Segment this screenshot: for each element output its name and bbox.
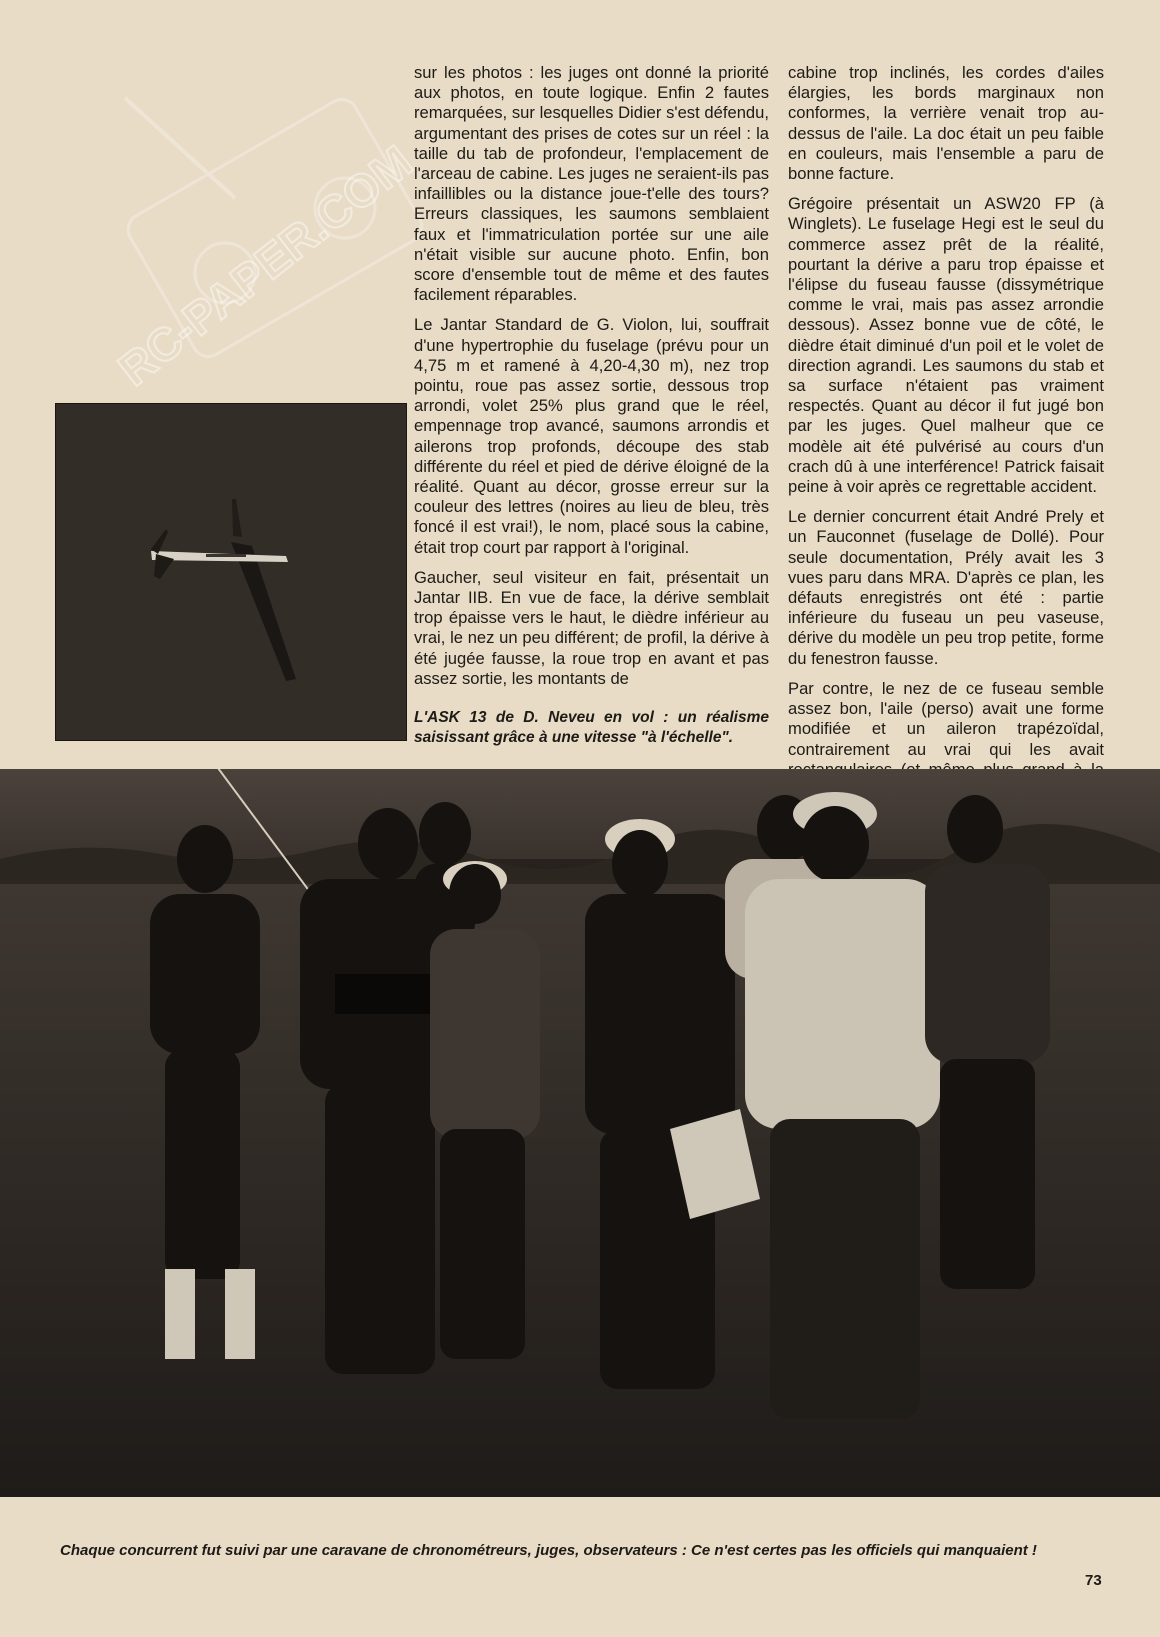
- paragraph: Par contre, le nez de ce fuseau semble assez bon, l'aile (perso) avait une forme modifiée et un aileron trapézoïdal, contrairement au vrai qui les avait: [788, 678, 1104, 759]
- paragraph: cabine trop inclinés, les cordes d'ailes élargies, les bords marginaux non conformes, la verrière venait trop au-dessus de l'aile. La doc était un peu faible en couleurs, mais l'ensemble a paru de bonne facture.: [788, 63, 1104, 184]
- stick-left-icon: [195, 243, 255, 303]
- glider-photo: [55, 403, 407, 741]
- glider-in-flight-image: [56, 404, 406, 740]
- watermark-text: RC-PAPER.COM: [108, 135, 422, 396]
- stick-right-icon: [315, 178, 375, 238]
- article-column-right: [788, 63, 1104, 871]
- person-right: [925, 795, 1050, 1289]
- group-photo-caption: Chaque concurrent fut suivi par une caravane de chronométreurs, juges, observateurs : Ce n'est certes pas les officiels qui manquaient !: [60, 1542, 1037, 1559]
- glider-photo-caption: L'ASK 13 de D. Neveu en vol : un réalisme saisissant grâce à une vitesse "à l'échelle".: [414, 709, 769, 746]
- paragraph: sur les photos : les juges ont donné la priorité aux photos, en toute logique. Enfin 2 fautes remarquées, sur lesquelles Didier s'est défendu, argumentant des prises de cotes sur un réel : la taille du tab de profondeur, l'emplacement de l'arceau de cabine. Les juges ne seraient-ils pas infaillibles ou la distance joue-t'elle des tours? Erreurs classiques, les saumons semblaient faux et l'immatriculation portée sur une aile n'était visible sur aucune photo. Enfin, bon score d'ensemble tout de même et des fautes facilement réparables.: [414, 63, 769, 305]
- paragraph: Grégoire présentait un ASW20 FP (à Winglets). Le fuselage Hegi est le seul du commerce assez prêt de la réalité, pourtant la dérive a paru trop épaisse et l'élipse du fuseau fausse (dissymétrique comme le vrai, mais pas assez arrondie dessous). Assez bonne vue de côté, le dièdre était diminué d'un poil et le volet de direction agrandi. Les saumons du stab et sa surface n'étaient pas vraiment respectés. Quant au décor il fut jugé bon par les juges. Quel malheur que ce modèle ait été pulvérisé au cours d'un crach dû à une interférence! Patrick faisait peine à voir après ce regrettable accident.: [788, 194, 1104, 497]
- rc-paper-watermark: [85, 88, 465, 408]
- paragraph: Le dernier concurrent était André Prely et un Fauconnet (fuselage de Dollé). Pour seule documentation, Prély avait les 3 vues paru dans MRA. D'après ce plan, les défauts enregistrés ont été : partie inférieure du fuseau un peu vaseuse, dérive du modèle un peu trop petite, forme du fenestron fausse.: [788, 507, 1104, 668]
- paragraph: Le Jantar Standard de G. Violon, lui, souffrait d'une hypertrophie du fuselage (prévu pour un 4,75 m et ramené à 4,20-4,30 m), nez trop pointu, roue pas assez sortie, dessous trop arrondi, volet 25% plus grand que le réel, empennage trop avancé, saumons arrondis et ailerons trop profonds, découpe des stab différente du réel et pied de dérive éloigné de la réalité. Quant au décor, grosse erreur sur la couleur des lettres (noires au lieu de bleu, très foncé il est vrai!), le nom, placé sous la cabine, était trop court par rapport à l'original.: [414, 315, 769, 557]
- spectators-image: [0, 769, 1160, 1497]
- group-photo: [0, 769, 1160, 1497]
- person-white-hat-1: [430, 861, 540, 1359]
- page-number: 73: [1085, 1572, 1102, 1589]
- antenna-icon: [125, 98, 235, 198]
- person-cap-white-shirt: [745, 792, 940, 1419]
- article-column-middle: [414, 63, 769, 699]
- transmitter-outline: [122, 94, 427, 363]
- paragraph: Gaucher, seul visiteur en fait, présentait un Jantar IIB. En vue de face, la dérive semblait trop épaisse vers le haut, le dièdre inférieur au vrai, le nez un peu différent; de profil, la dérive à été jugée fausse, la roue trop en avant et pas assez sortie, les montants de: [414, 567, 769, 688]
